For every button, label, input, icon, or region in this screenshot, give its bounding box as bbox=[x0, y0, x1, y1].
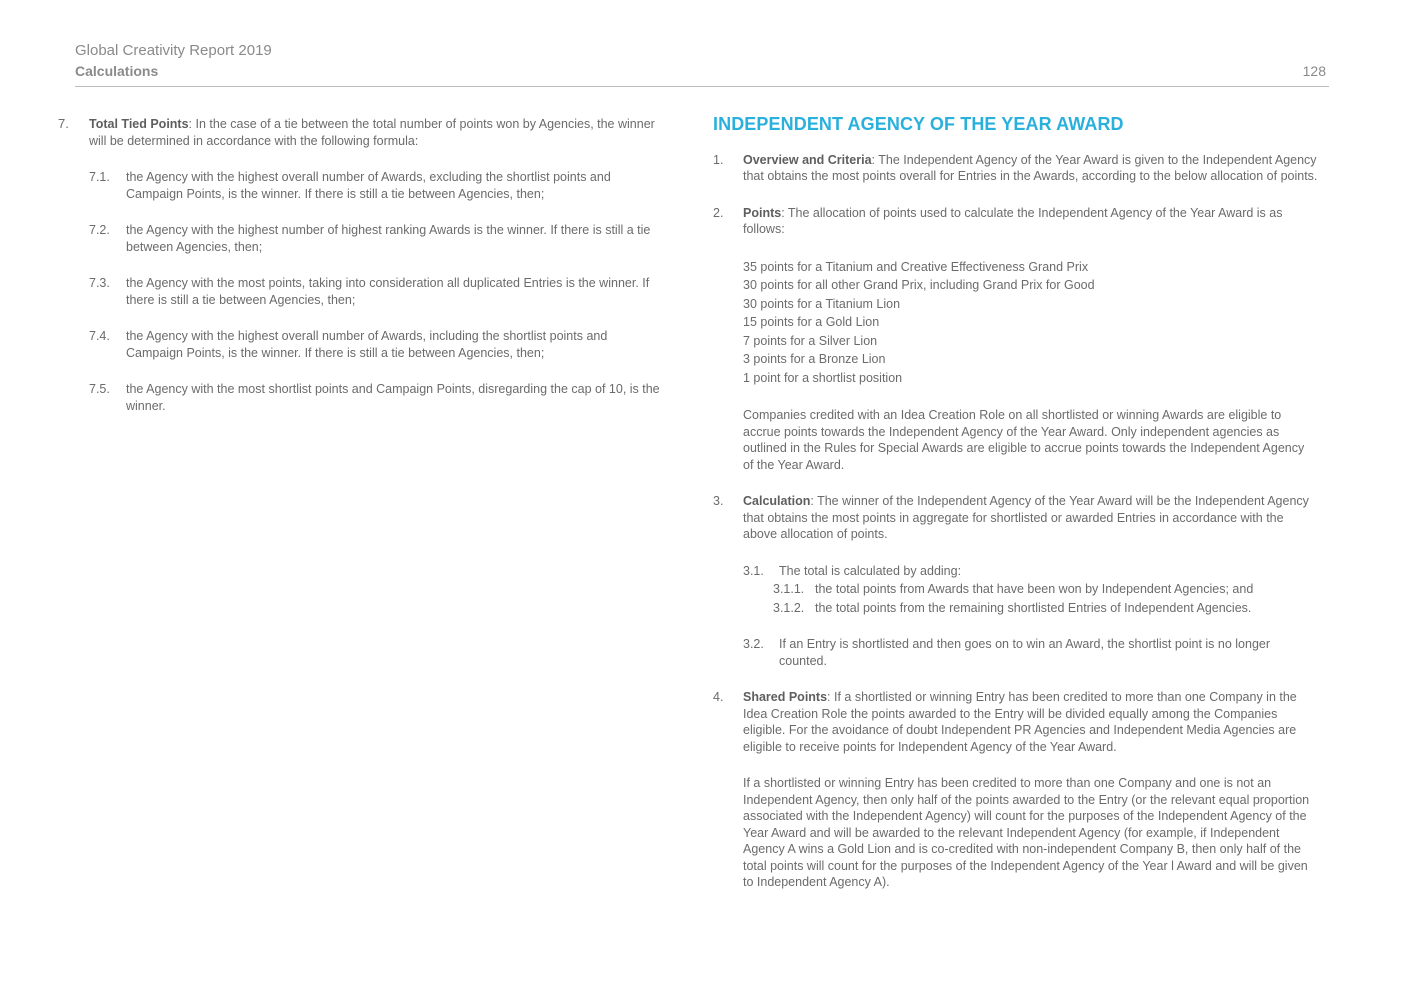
list-item: 3 points for a Bronze Lion bbox=[743, 352, 886, 366]
subitem-number: 7.3. bbox=[89, 276, 110, 290]
subitem-text: the Agency with the most points, taking into consideration all duplicated Entries is the winner. If there is still a tie between Agencies, then; bbox=[126, 276, 650, 307]
subitem-text: The total is calculated by adding: bbox=[779, 563, 962, 578]
item-3-content bbox=[743, 493, 1318, 669]
subitem-number: 3.2. bbox=[743, 637, 764, 651]
item-2-number: 2. bbox=[713, 205, 724, 220]
subitem-number: 7.1. bbox=[89, 170, 110, 184]
list-item bbox=[89, 328, 663, 361]
list-item bbox=[773, 600, 1318, 617]
item-2-heading: Points bbox=[743, 205, 782, 220]
header-divider bbox=[75, 86, 1329, 87]
list-item: 30 points for a Titanium Lion bbox=[743, 296, 901, 311]
subitem-text: the total points from Awards that have been won by Independent Agencies; and bbox=[815, 582, 1254, 596]
item-4-number: 4. bbox=[713, 690, 724, 704]
subitem-text: If an Entry is shortlisted and then goes on to win an Award, the shortlist point is no longer counted. bbox=[779, 637, 1271, 668]
subitem-text: the total points from the remaining shortlisted Entries of Independent Agencies. bbox=[815, 600, 1252, 615]
subitem-number: 7.2. bbox=[89, 223, 110, 237]
list-item bbox=[89, 169, 663, 202]
item-2-points bbox=[713, 205, 1318, 474]
item-1-heading: Overview and Criteria bbox=[743, 152, 872, 167]
points-list bbox=[743, 258, 1318, 388]
item-2-content bbox=[743, 205, 1318, 474]
list-item bbox=[89, 222, 663, 255]
item-7-heading: Total Tied Points bbox=[89, 117, 189, 131]
list-item: 1 point for a shortlist position bbox=[743, 370, 903, 385]
item-7-content bbox=[89, 116, 663, 149]
subitem-number: 3.1. bbox=[743, 563, 764, 578]
item-3-calculation bbox=[713, 493, 1318, 669]
section-title: INDEPENDENT AGENCY OF THE YEAR AWARD bbox=[713, 114, 1124, 134]
subitem-3-1 bbox=[743, 563, 1318, 617]
section-name: Calculations bbox=[75, 63, 159, 79]
list-item: 35 points for a Titanium and Creative Effectiveness Grand Prix bbox=[743, 259, 1089, 274]
item-1-number: 1. bbox=[713, 152, 724, 167]
list-item bbox=[89, 275, 663, 308]
item-2-note: Companies credited with an Idea Creation Role on all shortlisted or winning Awards are eligible to accrue points towards the Independent Agency of the Year Award. Only independent agencies as outlined in the Rules for Special Awards are eligible to accrue points towards the Independent Agency of the Year Award. bbox=[743, 408, 1305, 472]
subitem-number: 3.1.2. bbox=[773, 600, 805, 615]
item-4-note: If a shortlisted or winning Entry has been credited to more than one Company and one is not an Independent Agency, then only half of the points awarded to the Entry (or the relevant equal proportion associated with the Independent Agency) will count for the purposes of the Independent Agency of the Year Award and will be awarded to the relevant Independent Agency (for example, if Independent Agency A wins a Gold Lion and is co-credited with non-independent Company B, then only half of the total points will count for the purposes of the Independent Agency of the Year l Award and will be given to Independent Agency A). bbox=[743, 776, 1310, 889]
item-7-text: : In the case of a tie between the total number of points won by Agencies, the winner will be determined in accordance with the following formula: bbox=[89, 117, 655, 148]
item-4-heading: Shared Points bbox=[743, 690, 828, 704]
list-item: 30 points for all other Grand Prix, including Grand Prix for Good bbox=[743, 278, 1095, 292]
item-7-subitems bbox=[89, 169, 663, 414]
item-1-overview bbox=[713, 152, 1318, 185]
right-column bbox=[713, 116, 1318, 911]
item-7-total-tied-points bbox=[58, 116, 663, 149]
list-item bbox=[89, 381, 663, 414]
item-3-text: : The winner of the Independent Agency of the Year Award will be the Independent Agency that obtains the most points in aggregate for shortlisted or awarded Entries in accordance with the above allocation of points. bbox=[743, 494, 1309, 541]
subitem-text: the Agency with the most shortlist points and Campaign Points, disregarding the cap of 10, is the winner. bbox=[126, 382, 660, 413]
page-number: 128 bbox=[1302, 63, 1326, 79]
item-2-text: : The allocation of points used to calculate the Independent Agency of the Year Award is as follows: bbox=[743, 205, 1283, 236]
item-4-content bbox=[743, 689, 1318, 891]
item-3-number: 3. bbox=[713, 494, 724, 508]
item-4-text: : If a shortlisted or winning Entry has been credited to more than one Company in the Idea Creation Role the points awarded to the Entry will be divided equally among the Companies eligible. For the avoidance of doubt Independent PR Agencies and Independent Media Agencies are eligible to receive points for Independent Agency of the Year Award. bbox=[743, 690, 1297, 754]
subitem-number: 3.1.1. bbox=[773, 582, 805, 596]
item-3-heading: Calculation bbox=[743, 494, 811, 508]
item-1-content bbox=[743, 152, 1318, 185]
subitem-3-2 bbox=[743, 636, 1318, 669]
subitem-number: 7.4. bbox=[89, 329, 110, 343]
list-item: 15 points for a Gold Lion bbox=[743, 315, 880, 329]
list-item bbox=[773, 581, 1318, 598]
item-7-number: 7. bbox=[58, 116, 69, 131]
subitem-text: the Agency with the highest number of highest ranking Awards is the winner. If there is still a tie between Agencies, then; bbox=[126, 223, 651, 254]
report-title: Global Creativity Report 2019 bbox=[75, 42, 272, 59]
subitem-text: the Agency with the highest overall number of Awards, excluding the shortlist points and Campaign Points, is the winner. If there is still a tie between Agencies, then; bbox=[126, 170, 611, 201]
list-item: 7 points for a Silver Lion bbox=[743, 333, 878, 348]
item-1-text: : The Independent Agency of the Year Award is given to the Independent Agency that obtains the most points overall for Entries in the Awards, according to the below allocation of points. bbox=[743, 152, 1318, 183]
subitem-number: 7.5. bbox=[89, 382, 110, 396]
left-column bbox=[58, 116, 663, 414]
subitem-text: the Agency with the highest overall number of Awards, including the shortlist points and Campaign Points, is the winner. If there is still a tie between Agencies, then; bbox=[126, 329, 608, 360]
item-4-shared-points bbox=[713, 689, 1318, 891]
